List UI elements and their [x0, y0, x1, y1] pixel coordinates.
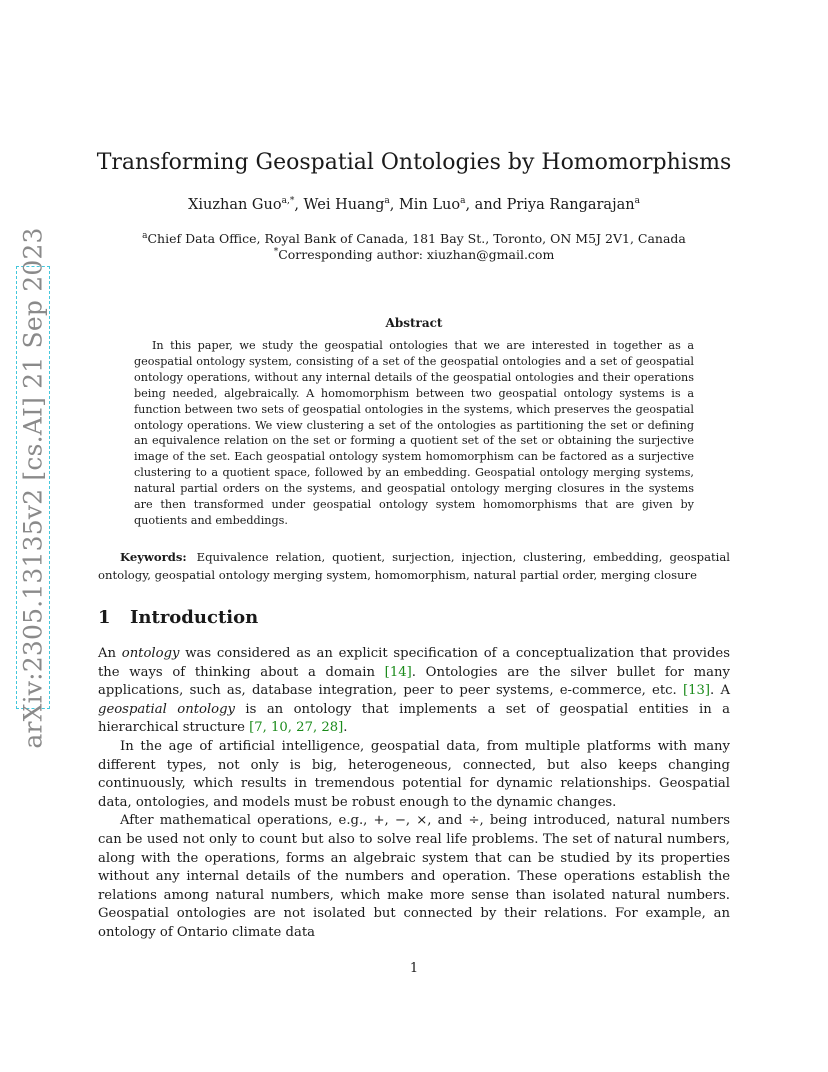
body-paragraph [98, 645, 730, 738]
paragraph-text: . Ontologies are the silver bullet for many applications, such as, database integration, peer to peer systems, e-commerce, etc. [98, 664, 730, 699]
corresponding-text: Corresponding author: xiuzhan@gmail.com [278, 247, 555, 262]
author-affiliation-marker: a [384, 196, 390, 207]
paragraph-text: . [343, 720, 348, 736]
emphasized-term: ontology [121, 646, 180, 661]
author-name: Wei Huang [303, 197, 385, 213]
author-name: Min Luo [398, 197, 461, 213]
abstract-body: In this paper, we study the geospatial ontologies that we are interested in together as a geospatial ontology system, consisting of a set of the geospatial ontologies and a set of geospatial ontology operations, without any internal details of the geospatial ontologies and their operations being needed, algebraically. A homomorphism between two geospatial ontology systems is a function between two sets of geospatial ontologies in the systems, which preserves the geospatial ontology operations. We view clustering a set of the ontologies as partitioning the set or defining an equivalence relation on the set or forming a quotient set of the set or obtaining the surjective image of the set. Each geospatial ontology system homomorphism can be factored as a surjective clustering to a quotient space, followed by an embedding. Geospatial ontology merging systems, natural partial orders on the systems, and geospatial ontology merging closures in the systems are then transformed under geospatial ontology system homomorphisms that are given by quotients and embeddings. [134, 339, 694, 527]
paragraph-text: An [98, 646, 122, 661]
citation-link[interactable]: [14] [384, 664, 412, 680]
author-list: Xiuzhan Guo$^{a,*}$, Wei Huang$^a$, Min Luo$^a$, and Priya Rangarajan$^a$ [188, 196, 640, 213]
abstract-heading: Abstract [385, 316, 443, 330]
author-affiliation-marker: a [460, 196, 466, 207]
author-name: Xiuzhan Guo [188, 197, 282, 213]
paragraph-text: was considered as an explicit specification of a conceptualization that provides the ways of thinking about a domain [98, 646, 730, 680]
citation-link[interactable]: [13] [682, 683, 711, 699]
body-paragraph [98, 738, 730, 812]
paragraph-text: is an ontology that implements a set of geospatial entities in a hierarchical structure [98, 701, 730, 736]
corresponding-marker: * [273, 246, 279, 257]
citation-link[interactable]: [7, 10, 27, 28] [249, 720, 344, 736]
keywords-label: Keywords: [120, 550, 187, 564]
paragraph-text: In the age of artificial intelligence, geospatial data, from multiple platforms with many different types, not only is big, heterogeneous, connected, but also keeps changing continuously, which results in tremendous potential for dynamic relationships. Geospatial data, ontologies, and models must be robust enough to the dynamic changes. [98, 738, 730, 810]
affiliation-marker: a [142, 230, 148, 241]
author-affiliation-marker: a [634, 196, 640, 207]
paragraph-text: After mathematical operations, e.g., +, −, ×, and ÷, being introduced, natural numbers can be used not only to count but also to solve real life problems. The set of natural numbers, along with the operations, forms an algebraic system that can be studied by its properties without any internal details of the numbers and operation. These operations establish the relations among natural numbers, which make more sense than isolated natural numbers. Geospatial ontologies are not isolated but connected by their relations. For example, an ontology of Ontario climate data [98, 813, 730, 940]
body-paragraph [98, 812, 730, 942]
corresponding-author [0, 247, 828, 262]
section-heading [98, 607, 258, 628]
arxiv-stamp [16, 226, 50, 749]
author-affiliation-marker: a,* [281, 196, 295, 207]
affiliation [0, 231, 828, 246]
paper-title: Transforming Geospatial Ontologies by Homomorphisms [96, 150, 732, 175]
keywords [98, 548, 730, 584]
paragraph-text: . A [710, 683, 730, 699]
introduction-body [98, 645, 730, 943]
keywords-text: Equivalence relation, quotient, surjection, injection, clustering, embedding, geospatial ontology, geospatial ontology merging system, homomorphism, natural partial order, merging closure [98, 550, 730, 582]
author-name: Priya Rangarajan [506, 197, 635, 213]
section-title: Introduction [130, 607, 259, 628]
page-number: 1 [409, 961, 419, 976]
affiliation-text: Chief Data Office, Royal Bank of Canada, 181 Bay St., Toronto, ON M5J 2V1, Canada [147, 231, 686, 246]
arxiv-identifier: arXiv:2305.13135v2 [cs.AI] 21 Sep 2023 [18, 226, 48, 749]
section-number: 1 [98, 607, 111, 628]
emphasized-term: geospatial ontology [98, 701, 235, 717]
